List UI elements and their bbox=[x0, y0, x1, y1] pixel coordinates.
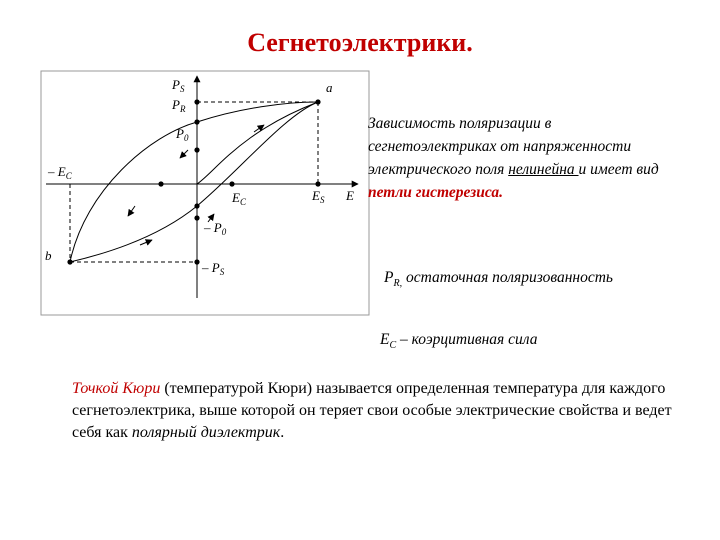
pr-symbol: P bbox=[384, 269, 394, 286]
e-axis-label: E bbox=[346, 188, 354, 203]
remanent-polarization-def bbox=[384, 266, 664, 295]
ec-text: – коэрцитивная сила bbox=[396, 331, 538, 348]
loop-description bbox=[368, 112, 668, 204]
neg-ps-label: – $P_S$ bbox=[202, 260, 225, 277]
pr-sub: R, bbox=[393, 278, 403, 290]
p0-label: $P_0$ bbox=[176, 126, 189, 143]
pr-text: остаточная поляризованность bbox=[402, 269, 613, 286]
upper-branch bbox=[70, 102, 318, 262]
neg-ec-label: – $E_C$ bbox=[48, 164, 72, 181]
hysteresis-svg bbox=[40, 70, 370, 316]
ec-sub: C bbox=[389, 340, 397, 352]
coercive-force-def bbox=[380, 331, 680, 351]
desc-part1: Зависимость поляризации в сегнетоэлектриках от напряженности электрического поля bbox=[368, 115, 632, 178]
desc-highlight: петли гистерезиса. bbox=[368, 184, 503, 201]
curie-point-paragraph bbox=[72, 378, 682, 444]
es-label: $E_S$ bbox=[312, 188, 325, 205]
desc-part2: и имеет вид bbox=[578, 161, 659, 178]
ec-symbol: E bbox=[380, 331, 390, 348]
hysteresis-loop bbox=[70, 102, 318, 262]
point-b-label: b bbox=[45, 248, 52, 263]
curie-end: . bbox=[280, 424, 285, 441]
point-a-label: a bbox=[326, 80, 333, 95]
initial-curve bbox=[197, 102, 318, 184]
hysteresis-diagram bbox=[40, 70, 370, 316]
pr-label: $P_R$ bbox=[172, 97, 186, 114]
lower-branch bbox=[70, 102, 318, 262]
guide-lines bbox=[70, 102, 318, 262]
ps-label: $P_S$ bbox=[172, 77, 185, 94]
curie-part1: (температурой Кюри) называется определенная температура для каждого сегнетоэлектрика, выше которой он теряет свои особые электрические свойства и ведет себя как bbox=[72, 380, 672, 441]
desc-underlined: нелинейна bbox=[508, 161, 579, 178]
ec-label: $E_C$ bbox=[232, 190, 246, 207]
neg-p0-label: – $P_0$ bbox=[204, 220, 227, 237]
curie-term: Точкой Кюри bbox=[72, 380, 161, 397]
page-title: Сегнетоэлектрики. bbox=[247, 28, 473, 57]
curie-italic: полярный диэлектрик bbox=[131, 424, 281, 441]
key-points bbox=[67, 99, 320, 264]
